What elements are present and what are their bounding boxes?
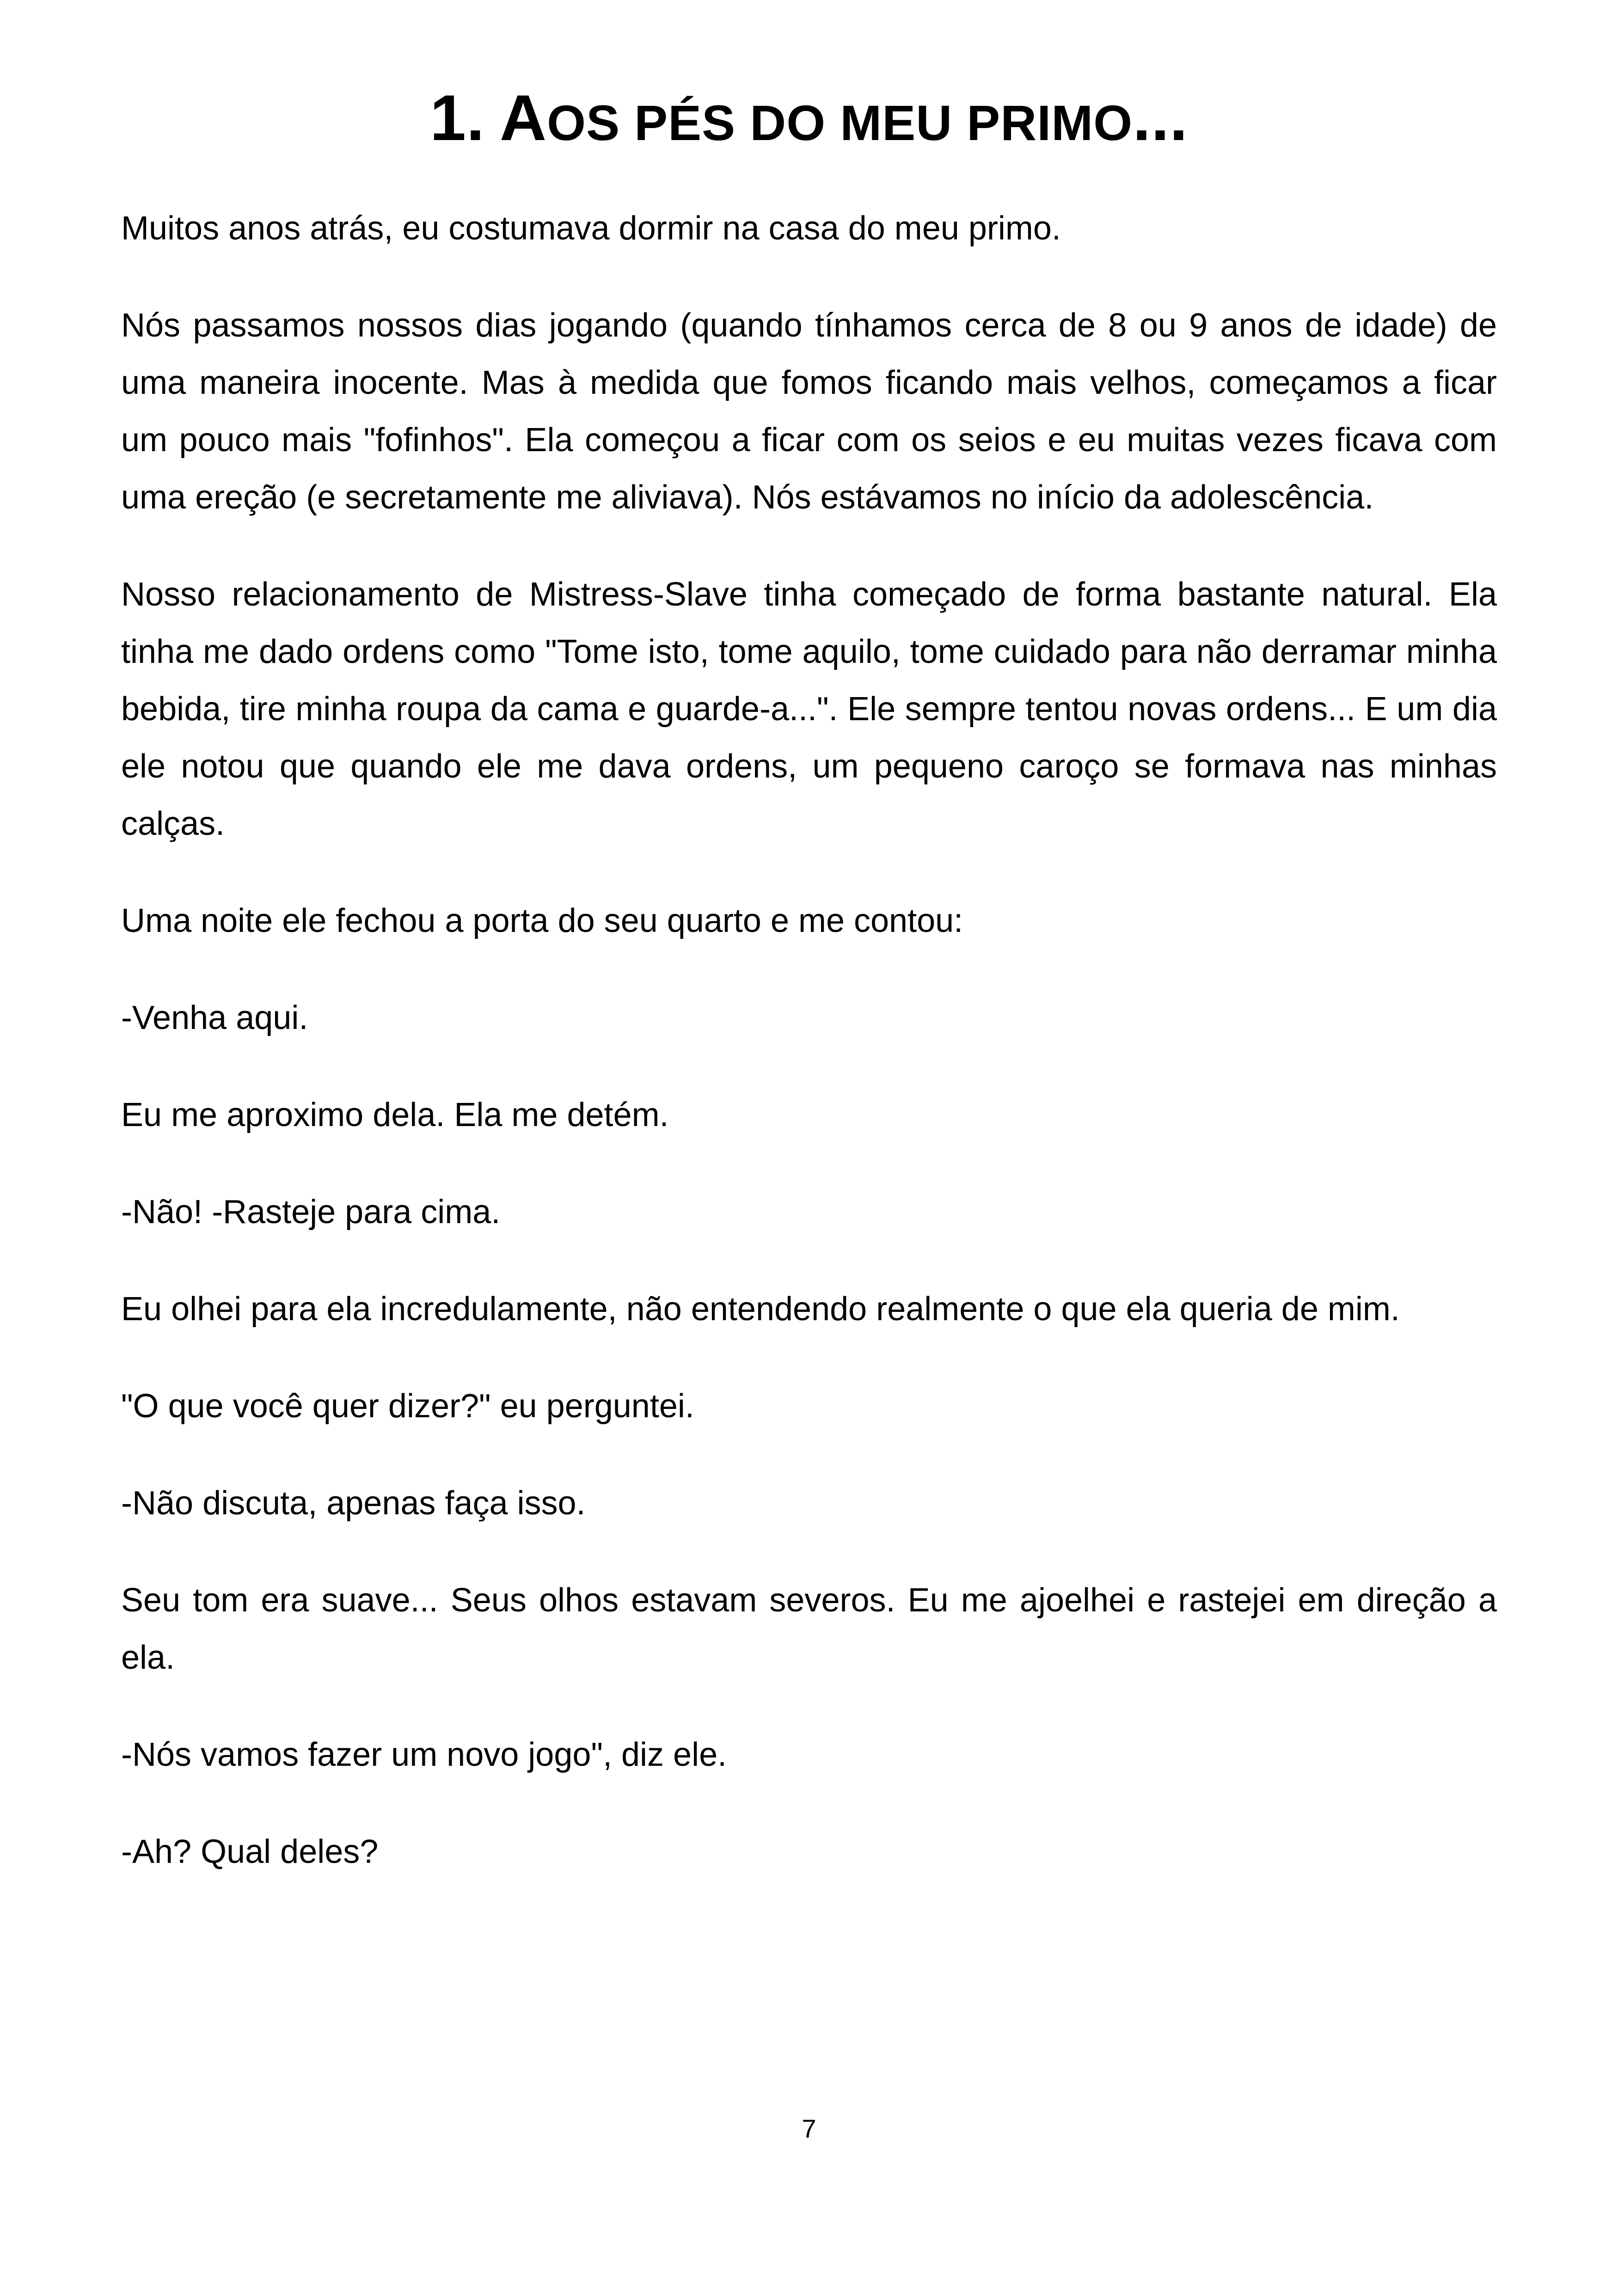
paragraph: Muitos anos atrás, eu costumava dormir na casa do meu primo. [121, 210, 1061, 247]
chapter-title [0, 81, 1618, 155]
body-text [121, 200, 1497, 1920]
chapter-title-text: OS PÉS DO MEU PRIMO [547, 95, 1133, 151]
paragraph: Nós passamos nossos dias jogando (quando tínhamos cerca de 8 ou 9 anos de idade) de uma maneira inocente. Mas à medida que fomos ficando mais velhos, começamos a ficar um pouco mais "fofinhos". Ela começou a ficar com os seios e eu muitas vezes ficava com uma ereção (e secretamente me aliviava). Nós estávamos no início da adolescência. [121, 307, 1497, 516]
paragraph: -Venha aqui. [121, 999, 308, 1036]
paragraph: Seu tom era suave... Seus olhos estavam severos. Eu me ajoelhei e rastejei em direção a ela. [121, 1582, 1497, 1676]
paragraph: Nosso relacionamento de Mistress-Slave tinha começado de forma bastante natural. Ela tinha me dado ordens como "Tome isto, tome aquilo, tome cuidado para não derramar minha bebida, tire minha roupa da cama e guarde-a...". Ele sempre tentou novas ordens... E um dia ele notou que quando ele me dava ordens, um pequeno caroço se formava nas minhas calças. [121, 576, 1497, 842]
paragraph: Eu me aproximo dela. Ela me detém. [121, 1096, 669, 1133]
page-number: 7 [802, 2114, 816, 2143]
chapter-number: 1. [430, 81, 485, 154]
paragraph: "O que você quer dizer?" eu perguntei. [121, 1388, 694, 1425]
paragraph: -Ah? Qual deles? [121, 1833, 379, 1870]
chapter-title-initial: A [499, 81, 547, 154]
paragraph: Uma noite ele fechou a porta do seu quarto e me contou: [121, 902, 963, 939]
paragraph: -Não! -Rasteje para cima. [121, 1194, 501, 1231]
paragraph: -Nós vamos fazer um novo jogo", diz ele. [121, 1736, 727, 1773]
chapter-title-ellipsis: ... [1133, 81, 1188, 154]
paragraph: -Não discuta, apenas faça isso. [121, 1485, 586, 1522]
paragraph: Eu olhei para ela incredulamente, não entendendo realmente o que ela queria de mim. [121, 1291, 1400, 1328]
